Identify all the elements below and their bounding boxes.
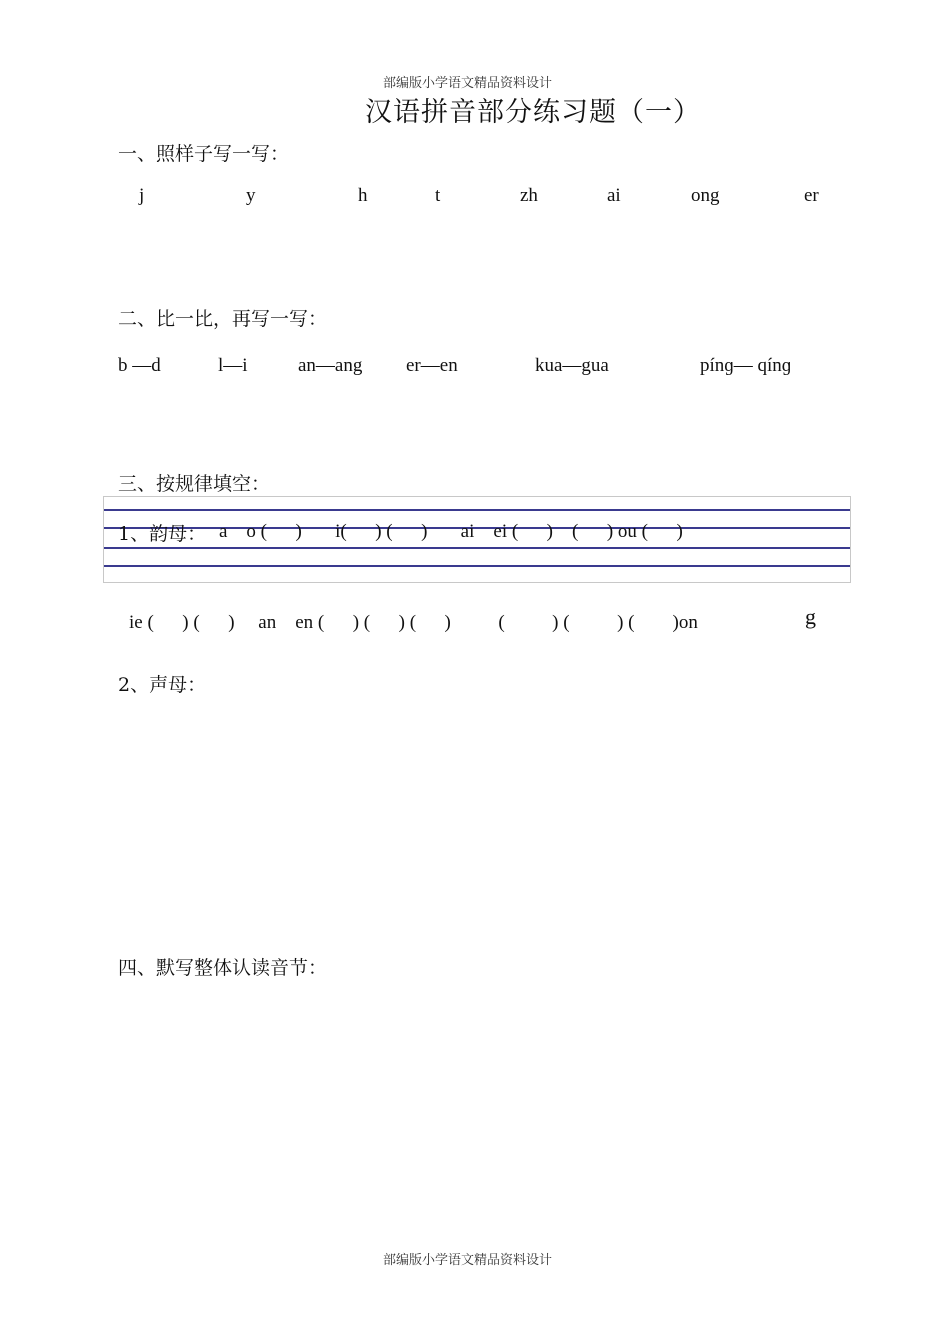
q1-sequence-row1: a o ( ) i( ) ( ) ai ei ( ) ( ) ou ( ): [219, 521, 683, 542]
section2-pair: an—ang: [298, 355, 363, 376]
q1-label: 1、韵母：: [118, 523, 207, 545]
grid-line: [104, 565, 850, 567]
section2-pair: er—en: [406, 355, 458, 376]
section2-pair: l—i: [218, 355, 248, 376]
section2-pair: b —d: [118, 355, 161, 376]
q1-sequence-row2-tail: g: [805, 604, 816, 629]
section1-item: j: [139, 185, 145, 206]
section1-item: er: [804, 185, 819, 206]
q2-label: 2、声母：: [118, 674, 207, 696]
section2-heading: 二、比一比，再写一写：: [118, 308, 328, 330]
section1-heading: 一、照样子写一写：: [118, 143, 290, 165]
section1-item: t: [435, 185, 441, 206]
q1-sequence-row2: ie ( ) ( ) an en ( ) ( ) ( ) ( ) ( ) ( )on: [129, 612, 698, 633]
section1-item: y: [246, 185, 256, 206]
section2-pair: kua—gua: [535, 355, 609, 376]
section1-item: h: [358, 185, 368, 206]
page-title: 汉语拼音部分练习题（一）: [365, 97, 701, 128]
grid-line: [104, 547, 850, 549]
page-footer: 部编版小学语文精品资料设计: [383, 1253, 553, 1268]
section1-item: ai: [607, 185, 621, 206]
section2-pair: pínɡ— qínɡ: [700, 355, 792, 376]
section1-item: ong: [691, 185, 720, 206]
section4-heading: 四、默写整体认读音节：: [118, 957, 328, 979]
section1-item: zh: [520, 185, 538, 206]
grid-line: [104, 509, 850, 511]
page-header: 部编版小学语文精品资料设计: [383, 76, 553, 91]
section3-heading: 三、按规律填空：: [118, 473, 271, 495]
